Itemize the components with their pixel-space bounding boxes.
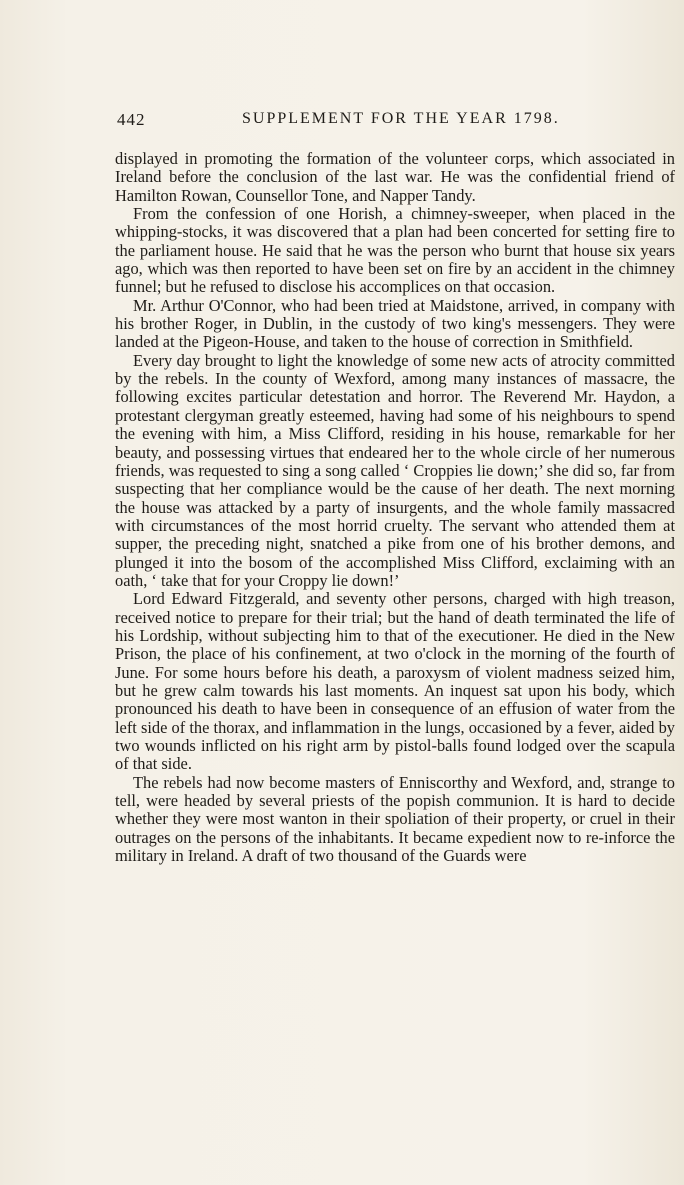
page-number: 442 bbox=[117, 110, 146, 129]
paragraph-fitzgerald: Lord Edward Fitzgerald, and seventy other persons, charged with high treason, received notice to prepare for their trial; but the hand of death terminated the life of his Lordship, without subjecting him to that of the executioner. He died in the New Prison, the place of his confinement, at two o'clock in the morning of the fourth of June. For some hours before his death, a paroxysm of violent madness seized him, but he grew calm towards his last moments. An inquest sat upon his body, which pronounced his death to have been in consequence of an effusion of water from the left side of the thorax, and inflammation in the lungs, occasioned by a fever, aided by two wounds inflicted on his right arm by pistol-balls found lodged over the scapula of that side. bbox=[115, 589, 675, 774]
paragraph-oconnor: Mr. Arthur O'Connor, who had been tried at Maidstone, arrived, in company with his brother Roger, in Dublin, in the custody of two king's messengers. They were landed at the Pigeon-House, and taken to the house of correction in Smithfield. bbox=[115, 295, 675, 352]
page-header bbox=[117, 110, 677, 134]
running-title: SUPPLEMENT FOR THE YEAR 1798. bbox=[242, 110, 560, 127]
paragraph-continued: displayed in promoting the formation of the volunteer corps, which associated in Ireland before the conclusion of the last war. He was the confidential friend of Hamilton Rowan, Counsellor Tone, and Napper Tandy. bbox=[115, 149, 675, 205]
paragraph-rebels-masters: The rebels had now become masters of Enniscorthy and Wexford, and, strange to tell, were headed by several priests of the popish communion. It is hard to decide whether they were most wanton in their spoliation of their property, or cruel in their outrages on the persons of the inhabitants. It became expedient now to re-inforce the military in Ireland. A draft of two thousand of the Guards were bbox=[115, 772, 675, 866]
body-text bbox=[115, 150, 675, 865]
paragraph-horish: From the confession of one Horish, a chimney-sweeper, when placed in the whipping-stocks, it was discovered that a plan had been concerted for setting fire to the parliament house. He said that he was the person who burnt that house six years ago, which was then reported to have been set on fire by an accident in the chimney funnel; but he refused to disclose his accomplices on that occasion. bbox=[115, 204, 675, 297]
paragraph-wexford-massacre: Every day brought to light the knowledge of some new acts of atrocity committed by the rebels. In the county of Wexford, among many instances of massacre, the following excites particular detestation and horror. The Reverend Mr. Haydon, a protestant clergyman greatly esteemed, having had some of his neighbours to spend the evening with him, a Miss Clifford, residing in his house, remarkable for her beauty, and possessing virtues that endeared her to the whole circle of her numerous friends, was requested to sing a song called ‘ Croppies lie down;’ she did so, far from suspecting that her compliance would be the cause of her death. The next morning the house was attacked by a party of insurgents, and the whole family massacred with circumstances of the most horrid cruelty. The servant who attended them at supper, the preceding night, snatched a pike from one of his brother demons, and plunged it into the bosom of the accomplished Miss Clifford, exclaiming with an oath, ‘ take that for your Croppy lie down!’ bbox=[115, 350, 675, 590]
